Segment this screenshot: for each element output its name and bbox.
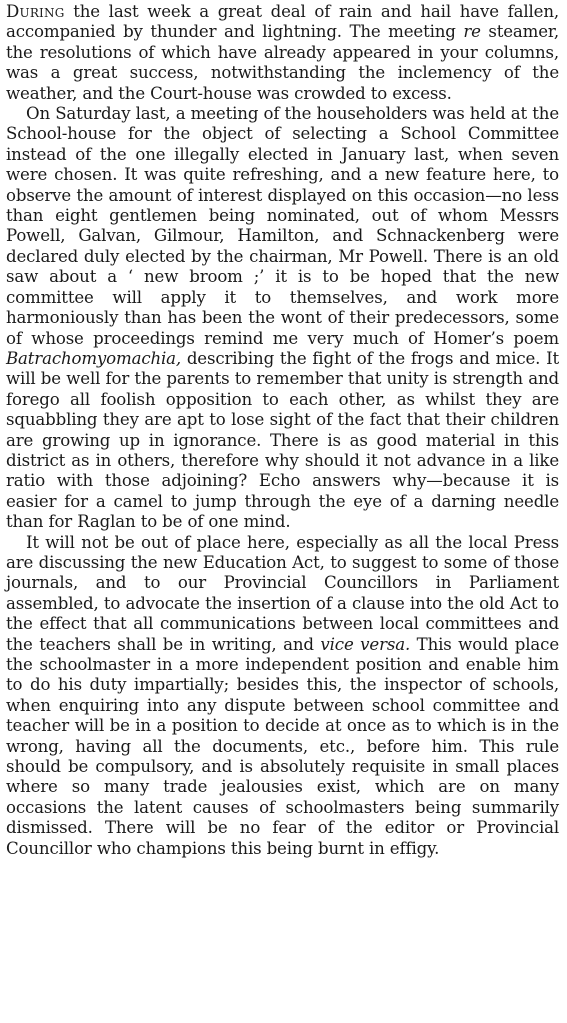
paragraph-text: It will not be out of place here, especially as all the local Press are discussing the new Education Act, to suggest to some of those journals, and to our Provincial Councillors in Parliament assembled, to advocate the insertion of a clause into the old Act to the effect that all communications between local committees and the teachers shall be in writing, and	[6, 532, 559, 654]
paragraph-text: steamer, the resolutions of which have already appeared in your columns, was a great success, notwithstanding the inclemency of the weather, and the Court-house was crowded to excess.	[6, 22, 559, 103]
drop-lead-word: During	[6, 2, 65, 21]
paragraph-text: On Saturday last, a meeting of the householders was held at the School-house for the object of selecting a School Committee instead of the one illegally elected in January last, when seven were chosen. It was quite refreshing, and a new feature here, to observe the amount of interest displayed on this occasion—no less than eight gentlemen being nominated, out of whom Messrs Powell, Galvan, Gilmour, Hamilton, and Schnackenberg were declared duly elected by the chairman, Mr Powell. There is an old saw about a ‘ new broom ;’ it is to be hoped that the new committee will apply it to themselves, and work more harmoniously than has been the wont of their predecessors, some of whose proceedings remind me very much of Homer’s poem	[6, 104, 559, 348]
paragraph-school-committee	[6, 104, 559, 533]
paragraph-text: describing the fight of the frogs and mice. It will be well for the parents to remember that unity is strength and forego all foolish opposition to each other, as whilst they are squabbling they are apt to lose sight of the fact that their children are growing up in ignorance. There is as good material in this district as in others, therefore why should it not advance in a like ratio with those adjoining? Echo answers why—because it is easier for a camel to jump through the eye of a darning needle than for Raglan to be of one mind.	[6, 348, 559, 532]
paragraph-education-act	[6, 533, 559, 860]
paragraph-text: the last week a great deal of rain and hail have fallen, accompanied by thunder and lightning. The meeting	[6, 2, 559, 42]
italic-text: vice versa.	[320, 634, 411, 654]
italic-text: Batrachomyomachia,	[6, 348, 182, 368]
paragraph-weather-and-meeting	[6, 2, 559, 104]
paragraph-text: This would place the schoolmaster in a more independent position and enable him to do his duty impartially; besides this, the inspector of schools, when enquiring into any dispute between school committee and teacher will be in a position to decide at once as to which is in the wrong, having all the documents, etc., before him. This rule should be compulsory, and is absolutely requisite in small places where so many trade jealousies exist, which are on many occasions the latent causes of schoolmasters being summarily dismissed. There will be no fear of the editor or Provincial Councillor who champions this being burnt in effigy.	[6, 634, 559, 858]
italic-text: re	[463, 22, 481, 42]
